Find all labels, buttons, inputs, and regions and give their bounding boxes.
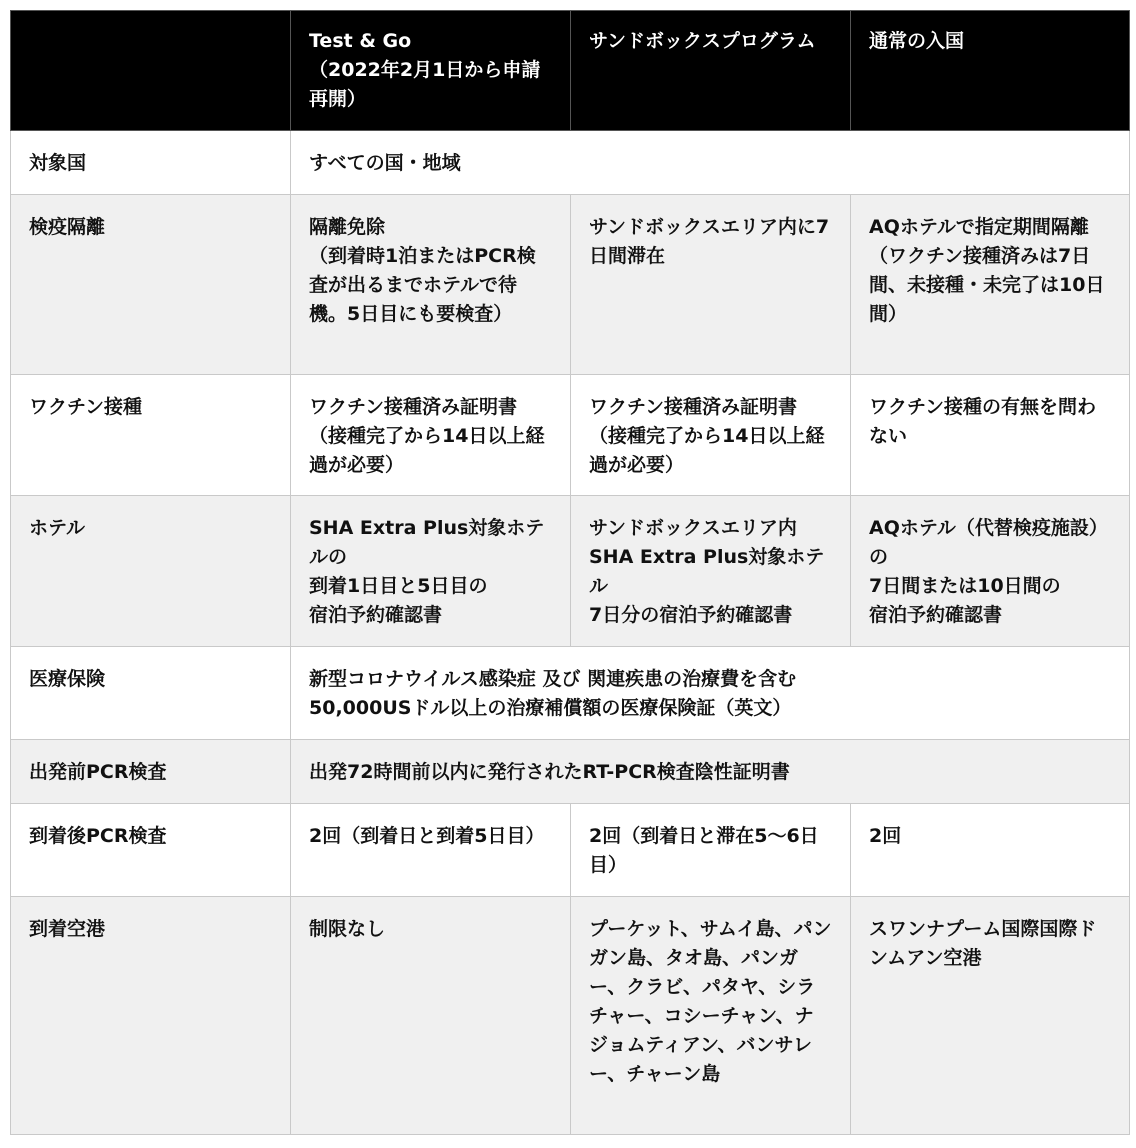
table-row-target-country (11, 131, 1130, 195)
cell-vaccination-regular: ワクチン接種の有無を問わない (851, 375, 1130, 496)
table-row-quarantine (11, 195, 1130, 375)
row-label-target-country: 対象国 (11, 131, 291, 195)
table-row-vaccination (11, 375, 1130, 496)
header-sandbox-program: サンドボックスプログラム (571, 11, 851, 131)
table-header (11, 11, 1130, 131)
table-row-post-arrival-pcr (11, 804, 1130, 897)
header-row (11, 11, 1130, 131)
table-row-arrival-airport (11, 897, 1130, 1135)
table-row-pre-departure-pcr (11, 740, 1130, 804)
row-label-vaccination: ワクチン接種 (11, 375, 291, 496)
header-regular-entry: 通常の入国 (851, 11, 1130, 131)
header-test-and-go: Test & Go （2022年2月1日から申請再開） (291, 11, 571, 131)
cell-pre-departure-pcr-all: 出発72時間前以内に発行されたRT-PCR検査陰性証明書 (291, 740, 1130, 804)
table-body (11, 131, 1130, 1135)
table-row-medical-insurance (11, 647, 1130, 740)
cell-arrival-airport-test-and-go: 制限なし (291, 897, 571, 1135)
cell-hotel-sandbox: サンドボックスエリア内 SHA Extra Plus対象ホテル 7日分の宿泊予約確認書 (571, 496, 851, 647)
row-label-quarantine: 検疫隔離 (11, 195, 291, 375)
cell-vaccination-sandbox: ワクチン接種済み証明書 （接種完了から14日以上経過が必要） (571, 375, 851, 496)
cell-quarantine-test-and-go: 隔離免除 （到着時1泊またはPCR検査が出るまでホテルで待機。5日目にも要検査） (291, 195, 571, 375)
row-label-hotel: ホテル (11, 496, 291, 647)
cell-vaccination-test-and-go: ワクチン接種済み証明書 （接種完了から14日以上経過が必要） (291, 375, 571, 496)
row-label-arrival-airport: 到着空港 (11, 897, 291, 1135)
cell-arrival-airport-sandbox: プーケット、サムイ島、パンガン島、タオ島、パンガー、クラビ、パタヤ、シラチャー、コシーチャン、ナジョムティアン、バンサレー、チャーン島 (571, 897, 851, 1135)
cell-post-arrival-pcr-test-and-go: 2回（到着日と到着5日目） (291, 804, 571, 897)
cell-post-arrival-pcr-regular: 2回 (851, 804, 1130, 897)
cell-arrival-airport-regular: スワンナプーム国際国際ドンムアン空港 (851, 897, 1130, 1135)
cell-quarantine-regular: AQホテルで指定期間隔離 （ワクチン接種済みは7日間、未接種・未完了は10日間） (851, 195, 1130, 375)
table-row-hotel (11, 496, 1130, 647)
row-label-post-arrival-pcr: 到着後PCR検査 (11, 804, 291, 897)
cell-hotel-regular: AQホテル（代替検疫施設）の 7日間または10日間の 宿泊予約確認書 (851, 496, 1130, 647)
cell-medical-insurance-all: 新型コロナウイルス感染症 及び 関連疾患の治療費を含む 50,000USドル以上の治療補償額の医療保険証（英文） (291, 647, 1130, 740)
entry-program-comparison-table (10, 10, 1130, 1135)
row-label-pre-departure-pcr: 出発前PCR検査 (11, 740, 291, 804)
cell-quarantine-sandbox: サンドボックスエリア内に7日間滞在 (571, 195, 851, 375)
header-corner-cell (11, 11, 291, 131)
cell-hotel-test-and-go: SHA Extra Plus対象ホテルの 到着1日目と5日目の 宿泊予約確認書 (291, 496, 571, 647)
cell-post-arrival-pcr-sandbox: 2回（到着日と滞在5〜6日目） (571, 804, 851, 897)
cell-target-country-all: すべての国・地域 (291, 131, 1130, 195)
row-label-medical-insurance: 医療保険 (11, 647, 291, 740)
